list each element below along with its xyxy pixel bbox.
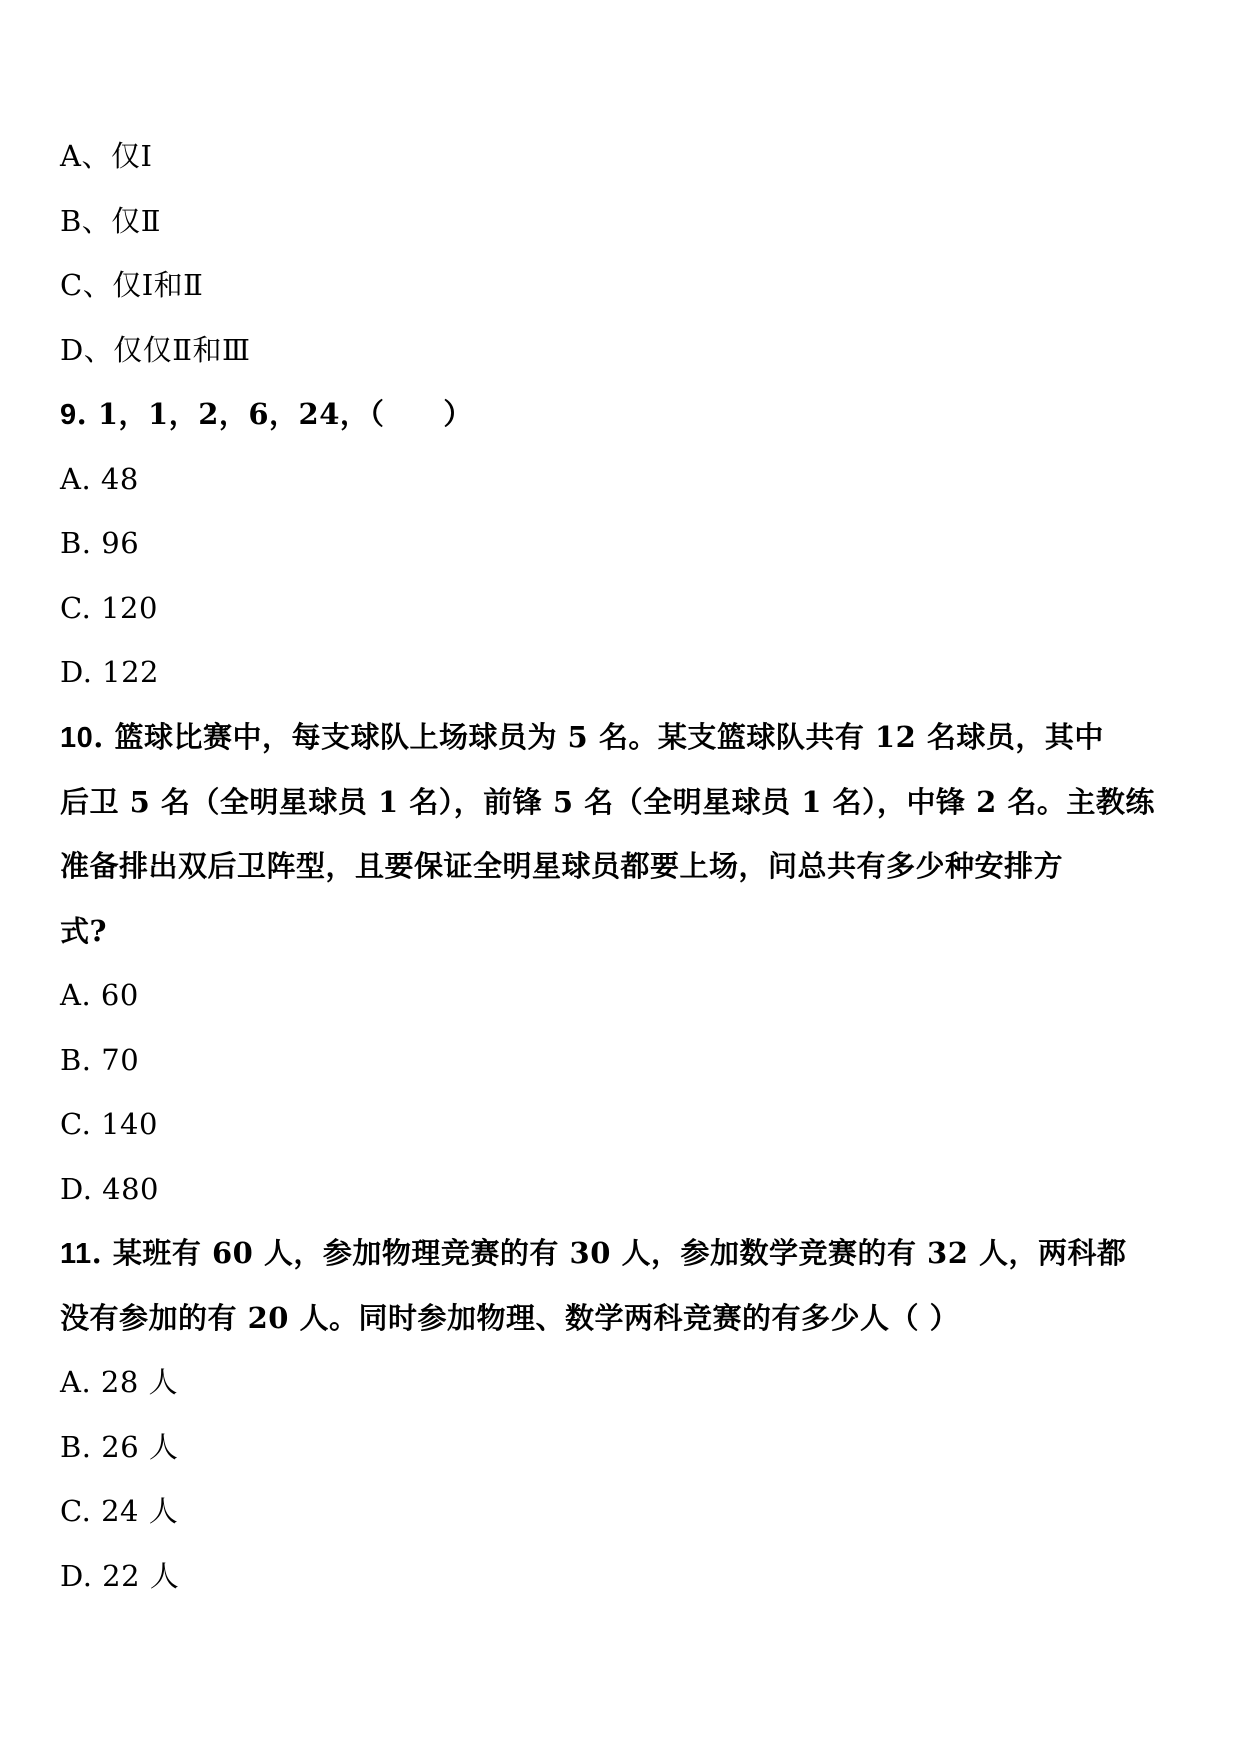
q9-option-d: D. 122 (60, 655, 160, 689)
q11-number: 11 (60, 1238, 92, 1270)
q10-option-c: C. 140 (60, 1107, 158, 1141)
q10-option-a: A. 60 (60, 978, 139, 1012)
q11-option-d: D. 22 人 (60, 1559, 180, 1593)
q11-stem-line-1 (60, 1233, 1127, 1274)
q9-option-a: A. 48 (60, 462, 139, 496)
q10-stem-line-4: 式? (60, 914, 107, 948)
q11-stem-line-2: 没有参加的有 20 人。同时参加物理、数学两科竞赛的有多少人（ ） (60, 1301, 960, 1335)
q10-stem-line-2: 后卫 5 名（全明星球员 1 名），前锋 5 名（全明星球员 1 名），中锋 2 名。主教练 (60, 785, 1155, 819)
q10-stem-line-3: 准备排出双后卫阵型，且要保证全明星球员都要上场，问总共有多少种安排方 (60, 849, 1064, 883)
q8-option-b: B、仅Ⅱ (60, 204, 162, 238)
q9-stem-text: . 1，1，2，6，24，（ ） (76, 397, 473, 431)
q8-option-a: A、仅Ⅰ (60, 139, 153, 173)
q11-stem-text-1: . 某班有 60 人，参加物理竞赛的有 30 人，参加数学竞赛的有 32 人，两科都 (91, 1236, 1127, 1270)
q9-option-b: B. 96 (60, 526, 140, 560)
q9-option-c: C. 120 (60, 591, 158, 625)
q10-option-b: B. 70 (60, 1043, 140, 1077)
q10-option-d: D. 480 (60, 1172, 160, 1206)
q9-number: 9 (60, 399, 77, 431)
q11-option-b: B. 26 人 (60, 1430, 179, 1464)
q10-stem-line-1 (60, 717, 1104, 758)
q10-number: 10 (60, 722, 94, 754)
q8-option-c: C、仅Ⅰ和Ⅱ (60, 268, 204, 302)
q9-stem (60, 394, 473, 435)
q8-option-d: D、仅仅Ⅱ和Ⅲ (60, 333, 251, 367)
q11-option-a: A. 28 人 (60, 1365, 178, 1399)
q10-stem-text-1: . 篮球比赛中，每支球队上场球员为 5 名。某支篮球队共有 12 名球员，其中 (93, 720, 1104, 754)
q11-option-c: C. 24 人 (60, 1494, 179, 1528)
